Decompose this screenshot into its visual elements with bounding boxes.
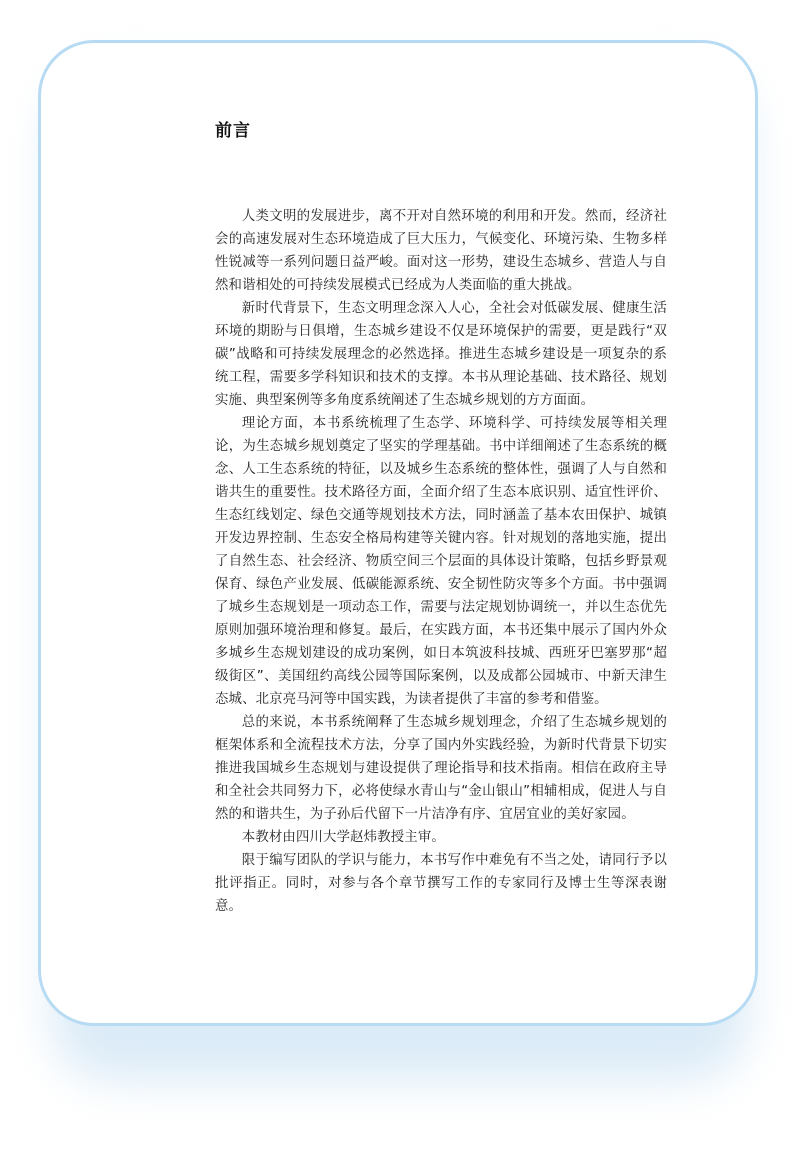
paragraph-background: 新时代背景下，生态文明理念深入人心，全社会对低碳发展、健康生活环境的期盼与日俱增，生态城乡建设不仅是环境保护的需要，更是践行“双碳”战略和可持续发展理念的必然选择。推进生态城乡建设是一项复杂的系统工程，需要多学科知识和技术的支撑。本书从理论基础、技术路径、规划实施、典型案例等多角度系统阐述了生态城乡规划的方方面面。 — [215, 301, 667, 408]
paragraph-reviewer: 本教材由四川大学赵炜教授主审。 — [241, 830, 445, 845]
paragraph-summary: 总的来说，本书系统阐释了生态城乡规划理念，介绍了生态城乡规划的框架体系和全流程技术方法，分享了国内外实践经验，为新时代背景下切实推进我国城乡生态规划与建设提供了理论指导和技术指南。相信在政府主导和全社会共同努力下，必将使绿水青山与“金山银山”相辅相成，促进人与自然的和谐共生，为子孙后代留下一片洁净有序、宜居宜业的美好家园。 — [215, 715, 667, 822]
paragraph-content-overview: 理论方面，本书系统梳理了生态学、环境科学、可持续发展等相关理论，为生态城乡规划奠定了坚实的学理基础。书中详细阐述了生态系统的概念、人工生态系统的特征，以及城乡生态系统的整体性，强调了人与自然和谐共生的重要性。技术路径方面，全面介绍了生态本底识别、适宜性评价、生态红线划定、绿色交通等规划技术方法，同时涵盖了基本农田保护、城镇开发边界控制、生态安全格局构建等关键内容。针对规划的落地实施，提出了自然生态、社会经济、物质空间三个层面的具体设计策略，包括乡野景观保育、绿色产业发展、低碳能源系统、安全韧性防灾等多个方面。书中强调了城乡生态规划是一项动态工作，需要与法定规划协调统一，并以生态优先原则加强环境治理和修复。最后，在实践方面，本书还集中展示了国内外众多城乡生态规划建设的成功案例，如日本筑波科技城、西班牙巴塞罗那“超级街区”、美国纽约高线公园等国际案例，以及成都公园城市、中新天津生态城、北京亮马河等中国实践，为读者提供了丰富的参考和借鉴。 — [215, 416, 667, 707]
document-body — [215, 205, 667, 918]
paragraph-acknowledgement: 限于编写团队的学识与能力，本书写作中难免有不当之处，请同行予以批评指正。同时，对参与各个章节撰写工作的专家同行及博士生等深表谢意。 — [215, 853, 667, 914]
page-title: 前言 — [215, 121, 251, 141]
paragraph-intro: 人类文明的发展进步，离不开对自然环境的利用和开发。然而，经济社会的高速发展对生态环境造成了巨大压力，气候变化、环境污染、生物多样性锐减等一系列问题日益严峻。面对这一形势，建设生态城乡、营造人与自然和谐相处的可持续发展模式已经成为人类面临的重大挑战。 — [215, 209, 667, 293]
